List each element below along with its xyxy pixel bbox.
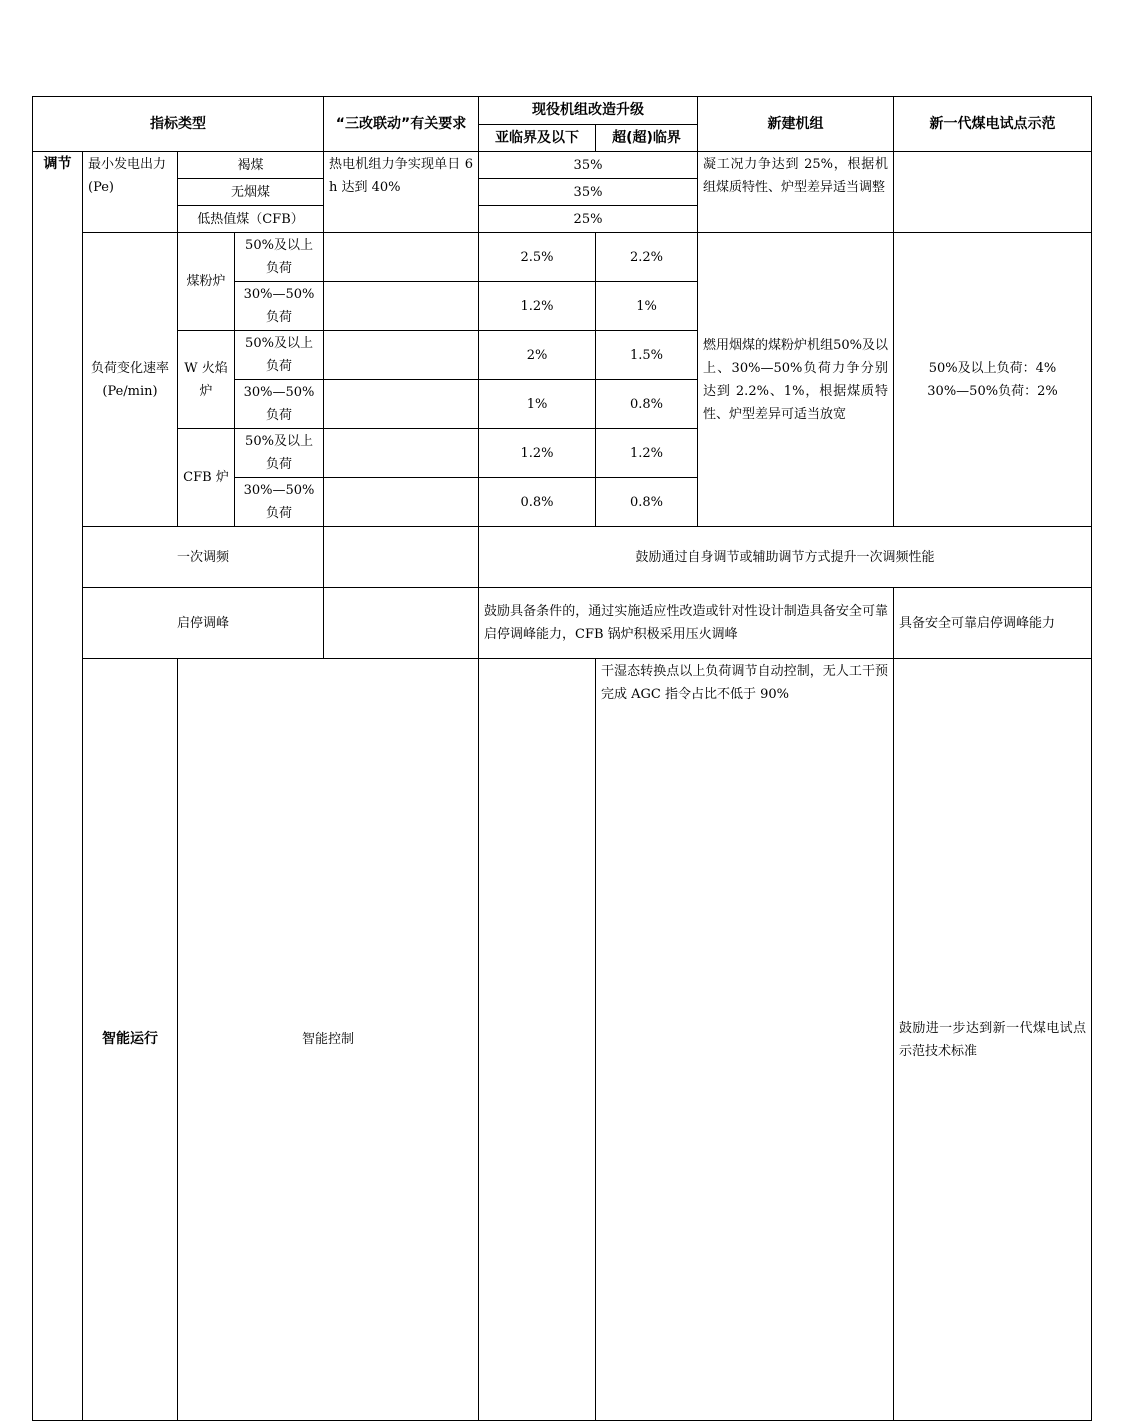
fuel-lignite: 褐煤: [178, 152, 324, 179]
ramp-rate-label: 负荷变化速率(Pe/min): [83, 233, 178, 527]
primary-freq-label: 一次调频: [83, 527, 324, 588]
ramp-requirement-cell: [324, 429, 479, 478]
min-output-value-low-calorific: 25%: [479, 206, 698, 233]
load-label: 50%及以上负荷: [235, 429, 324, 478]
ramp-sub-value: 2.5%: [479, 233, 596, 282]
header-indicator-type: 指标类型: [33, 97, 324, 152]
ramp-new-gen-line2: 30%—50%负荷：2%: [927, 383, 1058, 399]
primary-freq-text: 鼓励通过自身调节或辅助调节方式提升一次调频性能: [479, 527, 1092, 588]
load-label: 30%—50%负荷: [235, 478, 324, 527]
header-subcritical: 亚临界及以下: [479, 125, 596, 152]
boiler-pulverized: 煤粉炉: [178, 233, 235, 331]
ramp-new-unit: 燃用烟煤的煤粉炉机组50%及以上、30%—50%负荷力争分别达到 2.2%、1%，根据煤质特性、炉型差异可适当放宽: [698, 233, 894, 527]
category-smart: 智能运行: [83, 659, 178, 1421]
start-stop-new-gen: 具备安全可靠启停调峰能力: [894, 588, 1092, 659]
ramp-sub-value: 1.2%: [479, 429, 596, 478]
load-label: 50%及以上负荷: [235, 233, 324, 282]
start-stop-text: 鼓励具备条件的，通过实施适应性改造或针对性设计制造具备安全可靠启停调峰能力，CFB 锅炉积极采用压火调峰: [479, 588, 894, 659]
ramp-sub-value: 1%: [479, 380, 596, 429]
fuel-low-calorific: 低热值煤（CFB）: [178, 206, 324, 233]
primary-freq-requirement: [324, 527, 479, 588]
category-regulation: 调节: [33, 152, 83, 1421]
smart-control-label: 智能控制: [178, 659, 479, 1421]
indicator-table: [32, 96, 1092, 1421]
boiler-w-flame: W 火焰炉: [178, 331, 235, 429]
smart-requirement: [479, 659, 596, 1421]
ramp-sub-value: 2%: [479, 331, 596, 380]
smart-retrofit: 干湿态转换点以上负荷调节自动控制，无人工干预完成 AGC 指令占比不低于 90%: [596, 659, 894, 1421]
ramp-new-gen: [894, 233, 1092, 527]
start-stop-label: 启停调峰: [83, 588, 324, 659]
ramp-sub-value: 0.8%: [479, 478, 596, 527]
min-output-new-unit: 凝工况力争达到 25%，根据机组煤质特性、炉型差异适当调整: [698, 152, 894, 233]
ramp-super-value: 2.2%: [596, 233, 698, 282]
boiler-cfb: CFB 炉: [178, 429, 235, 527]
load-label: 50%及以上负荷: [235, 331, 324, 380]
min-output-label: 最小发电出力(Pe): [83, 152, 178, 233]
ramp-super-value: 1.2%: [596, 429, 698, 478]
ramp-new-gen-line1: 50%及以上负荷：4%: [928, 360, 1057, 376]
load-label: 30%—50%负荷: [235, 380, 324, 429]
load-label: 30%—50%负荷: [235, 282, 324, 331]
min-output-value-lignite: 35%: [479, 152, 698, 179]
header-new-gen: 新一代煤电试点示范: [894, 97, 1092, 152]
min-output-requirement: 热电机组力争实现单日 6h 达到 40%: [324, 152, 479, 233]
ramp-super-value: 0.8%: [596, 380, 698, 429]
ramp-requirement-cell: [324, 331, 479, 380]
header-retrofit: 现役机组改造升级: [479, 97, 698, 125]
fuel-anthracite: 无烟煤: [178, 179, 324, 206]
ramp-requirement-cell: [324, 233, 479, 282]
min-output-new-gen: [894, 152, 1092, 233]
ramp-super-value: 0.8%: [596, 478, 698, 527]
smart-new-unit: 鼓励进一步达到新一代煤电试点示范技术标准: [894, 659, 1092, 1421]
start-stop-requirement: [324, 588, 479, 659]
ramp-super-value: 1%: [596, 282, 698, 331]
min-output-value-anthracite: 35%: [479, 179, 698, 206]
ramp-super-value: 1.5%: [596, 331, 698, 380]
header-new-unit: 新建机组: [698, 97, 894, 152]
ramp-requirement-cell: [324, 478, 479, 527]
ramp-sub-value: 1.2%: [479, 282, 596, 331]
ramp-requirement-cell: [324, 282, 479, 331]
header-three-reform: “三改联动”有关要求: [324, 97, 479, 152]
ramp-requirement-cell: [324, 380, 479, 429]
header-supercritical: 超(超)临界: [596, 125, 698, 152]
